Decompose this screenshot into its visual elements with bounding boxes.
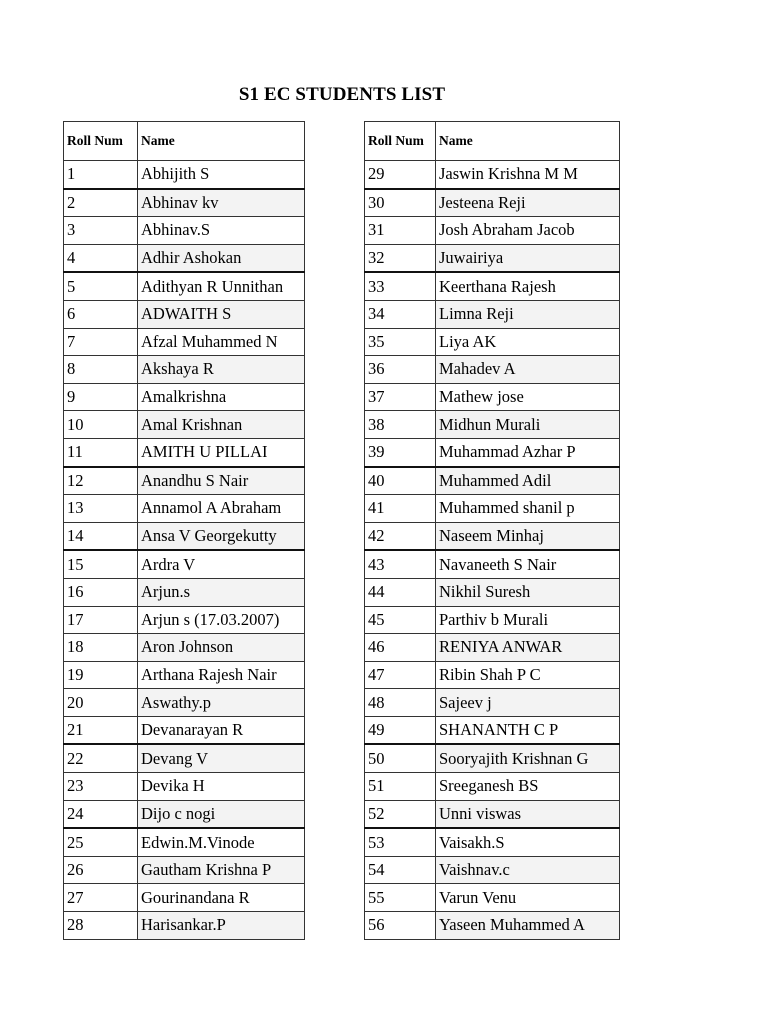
roll-number-cell: 17 [64,606,138,634]
name-header: Name [436,122,620,161]
roll-number-cell: 20 [64,689,138,717]
table-row [365,800,620,828]
roll-number-cell: 53 [365,828,436,856]
student-name-cell: Jesteena Reji [436,189,620,217]
table-row [365,438,620,466]
table-row [64,912,305,940]
roll-number-cell: 31 [365,217,436,245]
roll-number-cell: 44 [365,578,436,606]
student-name-cell: Dijo c nogi [138,800,305,828]
table-row [365,773,620,801]
student-name-cell: Muhammed shanil p [436,495,620,523]
student-name-cell: Ardra V [138,550,305,578]
roll-number-cell: 50 [365,744,436,772]
roll-number-cell: 29 [365,161,436,189]
student-name-cell: Nikhil Suresh [436,578,620,606]
table-row [64,272,305,300]
student-name-cell: Devika H [138,773,305,801]
table-row [64,383,305,411]
table-row [64,189,305,217]
student-name-cell: Devanarayan R [138,716,305,744]
table-row [64,438,305,466]
roll-number-cell: 48 [365,689,436,717]
table-row [365,328,620,356]
roll-number-cell: 15 [64,550,138,578]
student-name-cell: Varun Venu [436,884,620,912]
roll-number-cell: 45 [365,606,436,634]
roll-number-cell: 28 [64,912,138,940]
roll-number-cell: 11 [64,438,138,466]
roll-number-cell: 51 [365,773,436,801]
student-name-cell: Amal Krishnan [138,411,305,439]
table-row [365,606,620,634]
table-row [64,244,305,272]
table-row [365,828,620,856]
table-row [365,716,620,744]
table-row [64,578,305,606]
roll-number-cell: 4 [64,244,138,272]
table-row [365,634,620,662]
student-name-cell: Vaisakh.S [436,828,620,856]
table-row [365,189,620,217]
table-row [64,828,305,856]
student-name-cell: Mathew jose [436,383,620,411]
table-row [64,884,305,912]
table-row [64,606,305,634]
student-name-cell: Abhinav kv [138,189,305,217]
roll-number-cell: 56 [365,912,436,940]
student-name-cell: Ansa V Georgekutty [138,522,305,550]
roll-number-cell: 43 [365,550,436,578]
table-row [365,550,620,578]
table-row [64,217,305,245]
roll-number-cell: 37 [365,383,436,411]
roll-number-cell: 33 [365,272,436,300]
roll-number-cell: 38 [365,411,436,439]
student-name-cell: Parthiv b Murali [436,606,620,634]
student-name-cell: Jaswin Krishna M M [436,161,620,189]
student-name-cell: Sreeganesh BS [436,773,620,801]
roll-number-cell: 9 [64,383,138,411]
table-row [365,300,620,328]
table-row [365,495,620,523]
roll-number-cell: 10 [64,411,138,439]
table-row [64,661,305,689]
roll-number-cell: 18 [64,634,138,662]
student-name-cell: Arjun s (17.03.2007) [138,606,305,634]
student-name-cell: Adithyan R Unnithan [138,272,305,300]
roll-number-cell: 2 [64,189,138,217]
student-name-cell: Liya AK [436,328,620,356]
roll-number-cell: 52 [365,800,436,828]
student-name-cell: Keerthana Rajesh [436,272,620,300]
student-name-cell: Sooryajith Krishnan G [436,744,620,772]
table-row [365,661,620,689]
roll-number-cell: 3 [64,217,138,245]
student-name-cell: Muhammad Azhar P [436,438,620,466]
table-row [365,272,620,300]
students-table-right [364,121,620,940]
roll-num-header: Roll Num [365,122,436,161]
table-row [365,689,620,717]
table-row [365,217,620,245]
roll-number-cell: 40 [365,467,436,495]
roll-number-cell: 19 [64,661,138,689]
name-header: Name [138,122,305,161]
roll-number-cell: 39 [365,438,436,466]
student-name-cell: Akshaya R [138,356,305,384]
roll-number-cell: 32 [365,244,436,272]
roll-number-cell: 30 [365,189,436,217]
student-name-cell: Adhir Ashokan [138,244,305,272]
roll-number-cell: 7 [64,328,138,356]
roll-number-cell: 5 [64,272,138,300]
table-row [64,522,305,550]
table-row [64,744,305,772]
roll-number-cell: 24 [64,800,138,828]
roll-number-cell: 23 [64,773,138,801]
roll-number-cell: 55 [365,884,436,912]
roll-number-cell: 22 [64,744,138,772]
roll-number-cell: 6 [64,300,138,328]
student-name-cell: Gourinandana R [138,884,305,912]
table-row [365,356,620,384]
student-name-cell: Aswathy.p [138,689,305,717]
student-name-cell: SHANANTH C P [436,716,620,744]
student-name-cell: Limna Reji [436,300,620,328]
roll-number-cell: 12 [64,467,138,495]
student-name-cell: Mahadev A [436,356,620,384]
student-name-cell: Juwairiya [436,244,620,272]
student-name-cell: Afzal Muhammed N [138,328,305,356]
table-row [64,411,305,439]
roll-number-cell: 27 [64,884,138,912]
student-name-cell: Arjun.s [138,578,305,606]
header-row [64,122,305,161]
student-name-cell: Sajeev j [436,689,620,717]
table-row [365,383,620,411]
table-row [365,244,620,272]
student-name-cell: Harisankar.P [138,912,305,940]
roll-number-cell: 46 [365,634,436,662]
student-name-cell: Vaishnav.c [436,856,620,884]
roll-number-cell: 47 [365,661,436,689]
student-name-cell: AMITH U PILLAI [138,438,305,466]
table-row [365,578,620,606]
roll-number-cell: 16 [64,578,138,606]
roll-number-cell: 8 [64,356,138,384]
table-row [365,856,620,884]
table-row [64,328,305,356]
student-name-cell: Annamol A Abraham [138,495,305,523]
table-row [64,634,305,662]
student-name-cell: Arthana Rajesh Nair [138,661,305,689]
student-name-cell: Gautham Krishna P [138,856,305,884]
student-name-cell: Edwin.M.Vinode [138,828,305,856]
student-name-cell: Yaseen Muhammed A [436,912,620,940]
student-name-cell: Abhinav.S [138,217,305,245]
table-row [64,773,305,801]
table-row [64,716,305,744]
table-row [365,467,620,495]
student-name-cell: Abhijith S [138,161,305,189]
table-row [64,356,305,384]
table-row [64,467,305,495]
student-name-cell: ADWAITH S [138,300,305,328]
students-table-left [63,121,305,940]
roll-number-cell: 21 [64,716,138,744]
table-row [64,689,305,717]
table-row [64,300,305,328]
roll-number-cell: 42 [365,522,436,550]
table-row [365,912,620,940]
student-name-cell: Naseem Minhaj [436,522,620,550]
roll-num-header: Roll Num [64,122,138,161]
roll-number-cell: 35 [365,328,436,356]
roll-number-cell: 36 [365,356,436,384]
roll-number-cell: 26 [64,856,138,884]
table-row [365,411,620,439]
student-name-cell: Aron Johnson [138,634,305,662]
roll-number-cell: 54 [365,856,436,884]
table-row [365,161,620,189]
table-row [64,856,305,884]
student-name-cell: RENIYA ANWAR [436,634,620,662]
table-row [365,744,620,772]
table-row [64,495,305,523]
roll-number-cell: 14 [64,522,138,550]
student-name-cell: Ribin Shah P C [436,661,620,689]
roll-number-cell: 34 [365,300,436,328]
student-name-cell: Devang V [138,744,305,772]
student-name-cell: Anandhu S Nair [138,467,305,495]
roll-number-cell: 25 [64,828,138,856]
table-row [64,161,305,189]
table-row [64,550,305,578]
roll-number-cell: 13 [64,495,138,523]
header-row [365,122,620,161]
student-name-cell: Amalkrishna [138,383,305,411]
roll-number-cell: 1 [64,161,138,189]
roll-number-cell: 49 [365,716,436,744]
student-name-cell: Muhammed Adil [436,467,620,495]
table-row [365,884,620,912]
table-row [64,800,305,828]
table-row [365,522,620,550]
roll-number-cell: 41 [365,495,436,523]
student-name-cell: Unni viswas [436,800,620,828]
student-name-cell: Navaneeth S Nair [436,550,620,578]
page-title: S1 EC STUDENTS LIST [238,84,446,105]
student-name-cell: Josh Abraham Jacob [436,217,620,245]
student-name-cell: Midhun Murali [436,411,620,439]
